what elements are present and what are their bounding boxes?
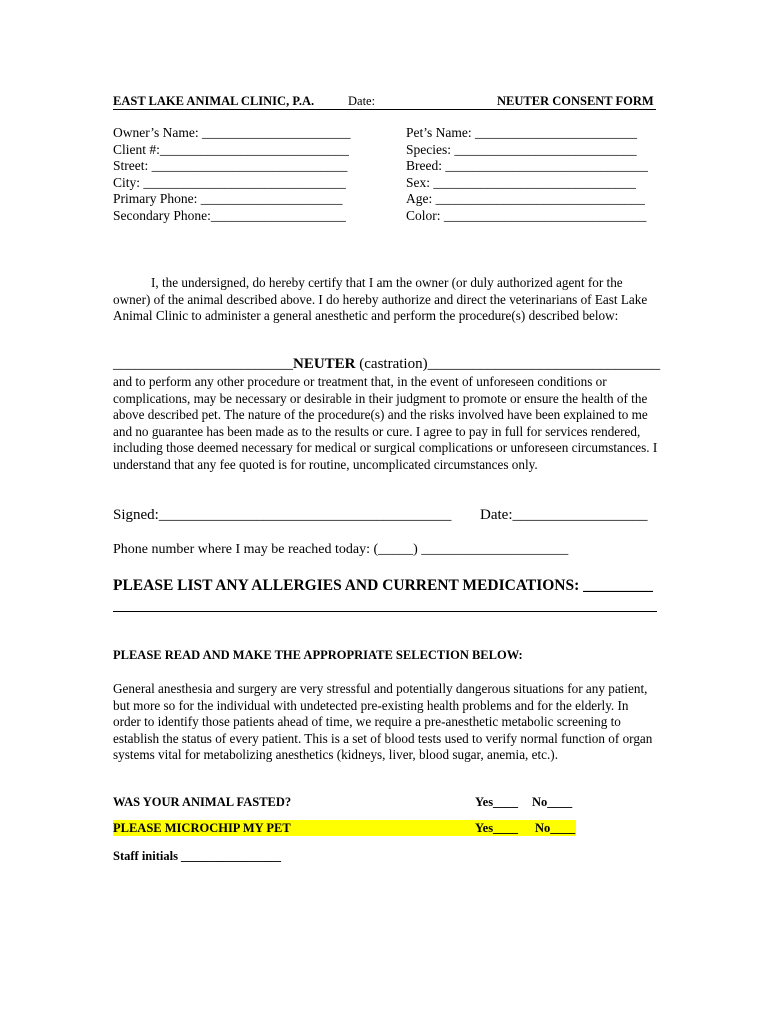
- phone-field[interactable]: Phone number where I may be reached today: (_____) _____________________: [113, 542, 569, 557]
- allergies-heading: PLEASE LIST ANY ALLERGIES AND CURRENT MEDICATIONS: _________: [113, 577, 653, 594]
- form-title: NEUTER CONSENT FORM: [497, 94, 654, 108]
- signed-field[interactable]: Signed:_______________________________________: [113, 507, 452, 523]
- city-field[interactable]: City: ______________________________: [113, 174, 346, 190]
- procedure-name: NEUTER: [293, 356, 356, 372]
- owner-name-field[interactable]: Owner’s Name: ______________________: [113, 125, 351, 140]
- microchip-yes[interactable]: Yes____: [475, 821, 519, 835]
- microchip-no[interactable]: No____: [535, 821, 576, 835]
- selection-heading: PLEASE READ AND MAKE THE APPROPRIATE SELECTION BELOW:: [113, 648, 523, 662]
- anesthesia-paragraph: General anesthesia and surgery are very stressful and potentially dangerous situations for any patient, but more so for the individual with undetected pre-existing health problems and for the elderly. In order to identify those patients ahead of time, we require a pre-anesthetic metabolic screening to establish the status of every patient. This is a set of blood tests used to verify normal function of organ systems vital for metabolizing anesthetics (kidneys, liver, blood sugar, anemia, etc.).: [113, 681, 653, 763]
- procedure-paragraph: and to perform any other procedure or treatment that, in the event of unforeseen conditions or complications, may be necessary or desirable in their judgment to promote or ensure the health of the above described pet. The nature of the procedure(s) and the risks involved have been explained to me and no guarantee has been made as to the results or cure. I agree to pay in full for services rendered, including those deemed necessary for medical or surgical complications or unforeseen circumstances. I understand that any fee quoted is for routine, uncomplicated circumstances only.: [113, 374, 658, 472]
- header-date-label: Date:: [348, 94, 376, 108]
- primary-phone-field[interactable]: Primary Phone: _____________________: [113, 191, 343, 207]
- breed-field[interactable]: Breed: ______________________________: [406, 158, 648, 174]
- street-field[interactable]: Street: _____________________________: [113, 158, 348, 174]
- owner-fields: [113, 125, 350, 225]
- pet-name-field[interactable]: Pet’s Name: ________________________: [406, 125, 637, 140]
- color-field[interactable]: Color: ______________________________: [406, 207, 647, 223]
- fasted-no[interactable]: No____: [532, 795, 573, 809]
- procedure-prefix: ________________________: [113, 356, 293, 372]
- certify-paragraph: I, the undersigned, do hereby certify that I am the owner (or duly authorized agent for the owner) of the animal described above. I do hereby authorize and direct the veterinarians of East Lake Animal Clinic to administer a general anesthetic and perform the procedure(s) described below:: [113, 275, 648, 324]
- header-rule: [113, 109, 656, 110]
- clinic-name: EAST LAKE ANIMAL CLINIC, P.A.: [113, 94, 315, 108]
- procedure-suffix: _______________________________: [427, 356, 661, 372]
- fasted-yes[interactable]: Yes____: [475, 795, 519, 809]
- species-field[interactable]: Species: ___________________________: [406, 141, 637, 157]
- client-number-field[interactable]: Client #:____________________________: [113, 141, 349, 157]
- staff-initials-field[interactable]: Staff initials ________________: [113, 849, 282, 863]
- procedure-line[interactable]: [113, 356, 660, 373]
- sex-field[interactable]: Sex: ______________________________: [406, 174, 636, 190]
- pet-fields: [406, 125, 648, 225]
- procedure-detail: (castration): [359, 356, 428, 372]
- secondary-phone-field[interactable]: Secondary Phone:____________________: [113, 207, 346, 223]
- age-field[interactable]: Age: _______________________________: [406, 191, 645, 207]
- fasted-question: WAS YOUR ANIMAL FASTED?: [113, 795, 292, 809]
- signature-date-field[interactable]: Date:__________________: [480, 507, 648, 523]
- allergies-answer-line[interactable]: [113, 611, 657, 612]
- microchip-question: PLEASE MICROCHIP MY PET: [113, 821, 291, 835]
